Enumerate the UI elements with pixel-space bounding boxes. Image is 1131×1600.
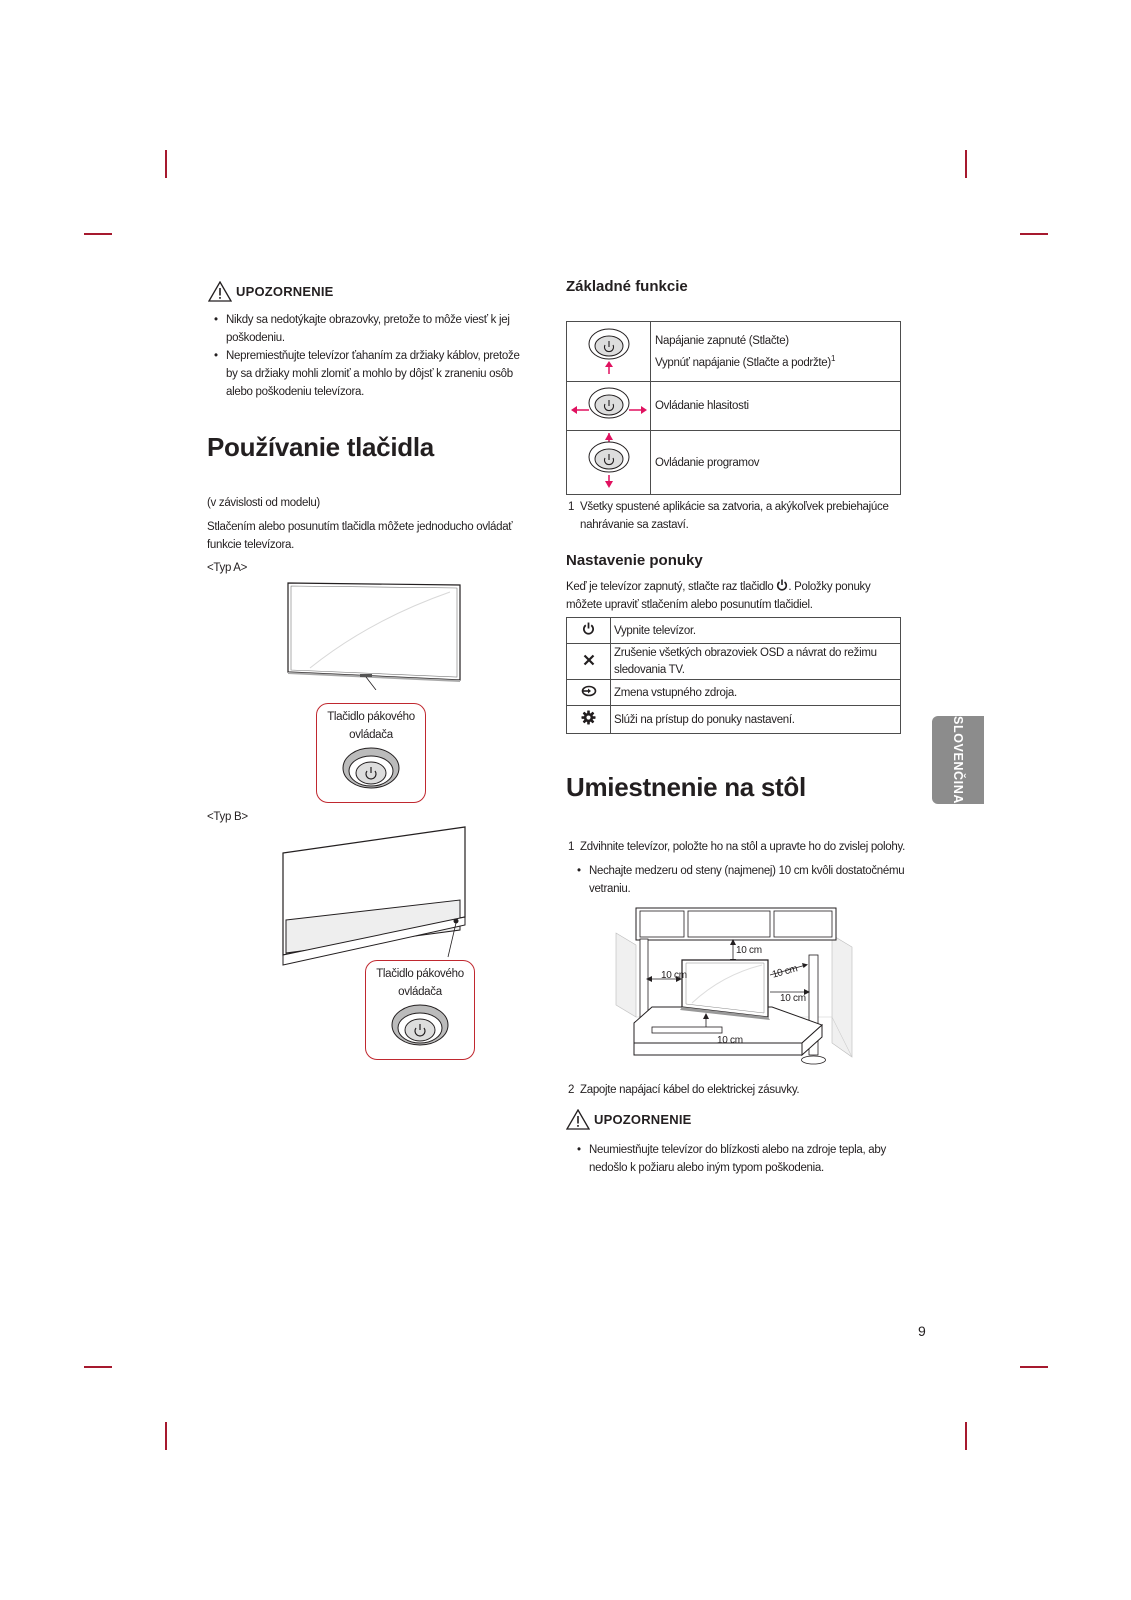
crop-mark	[84, 233, 112, 235]
volume-text: Ovládanie hlasitosti	[651, 382, 901, 431]
menu-table	[566, 617, 901, 734]
menu-text: Zrušenie všetkých obrazoviek OSD a návrat do režimu sledovania TV.	[611, 644, 901, 680]
step-1	[568, 838, 908, 856]
table-row	[567, 644, 901, 680]
type-b-label: <Typ B>	[207, 811, 248, 823]
step-number: 1	[568, 841, 575, 853]
model-note: (v závislosti od modelu)	[207, 497, 320, 509]
joystick-volume-icon	[569, 384, 649, 424]
warning-icon	[566, 1109, 590, 1130]
warning-icon	[208, 281, 232, 302]
language-tab	[932, 716, 984, 804]
close-icon	[583, 654, 595, 666]
table-row	[567, 706, 901, 734]
intro-text: Stlačením alebo posunutím tlačidla môžete jednoducho ovládať funkcie televízora.	[207, 521, 513, 551]
caution-title: UPOZORNENIE	[594, 1112, 692, 1127]
joystick-label: Tlačidlo pákového ovládača	[327, 711, 415, 741]
joystick-label: Tlačidlo pákového ovládača	[376, 968, 464, 998]
menu-text: Zmena vstupného zdroja.	[611, 680, 901, 706]
table-placement-illustration	[612, 905, 857, 1075]
basic-functions-table	[566, 321, 901, 495]
list-item: • Nikdy sa nedotýkajte obrazovky, pretože to môže viesť k jej poškodeniu.	[212, 311, 530, 347]
section-heading: Používanie tlačidla	[207, 432, 434, 462]
page-number: 9	[918, 1323, 926, 1339]
crop-mark	[1020, 1366, 1048, 1368]
joystick-program-icon	[584, 431, 634, 489]
joystick-icon	[341, 746, 401, 792]
power-on-text: Napájanie zapnuté (Stlačte)	[655, 334, 789, 347]
table-icon-cell	[567, 706, 611, 734]
table-row	[567, 680, 901, 706]
crop-mark	[1020, 233, 1048, 235]
table-icon-cell	[567, 644, 611, 680]
list-item: • Nepremiestňujte televízor ťahaním za držiaky káblov, pretože by sa držiaky mohli zlomiť a mohlo by dôjsť k zraneniu osôb alebo poškodeniu televízora.	[212, 347, 530, 401]
footnote-marker: 1	[830, 353, 836, 363]
joystick-icon	[390, 1003, 450, 1049]
table-text-cell	[651, 322, 901, 382]
list-item: • Nechajte medzeru od steny (najmenej) 10 cm kvôli dostatočnému vetraniu.	[575, 862, 905, 898]
joystick-press-icon	[584, 322, 634, 376]
crop-mark	[84, 1366, 112, 1368]
language-tab-label: SLOVENČINA	[951, 716, 965, 804]
joystick-callout-b	[365, 960, 475, 1060]
table-row	[567, 382, 901, 431]
caution-list	[575, 1141, 895, 1177]
dimension-label-bottom: 10 cm	[717, 1035, 743, 1046]
step-text: Zapojte napájací kábel do elektrickej zásuvky.	[580, 1084, 800, 1096]
joystick-callout-a	[316, 703, 426, 803]
table-row	[567, 322, 901, 382]
crop-mark	[165, 150, 167, 178]
dimension-label-top: 10 cm	[736, 945, 762, 956]
crop-mark	[965, 150, 967, 178]
table-row	[567, 431, 901, 495]
footnote-number: 1	[568, 501, 575, 513]
table-icon-cell	[567, 431, 651, 495]
gear-icon	[581, 710, 596, 725]
caution-heading	[208, 281, 334, 302]
dimension-label-left: 10 cm	[661, 970, 687, 981]
dimension-label-right: 10 cm	[780, 993, 806, 1004]
table-icon-cell	[567, 322, 651, 382]
table-icon-cell	[567, 382, 651, 431]
caution-title: UPOZORNENIE	[236, 284, 334, 299]
basic-functions-heading: Základné funkcie	[566, 278, 688, 295]
crop-mark	[165, 1422, 167, 1450]
table-row	[567, 618, 901, 644]
power-icon	[582, 622, 595, 635]
list-item: • Neumiestňujte televízor do blízkosti alebo na zdroje tepla, aby nedošlo k požiaru alebo iným typom poškodenia.	[575, 1141, 895, 1177]
power-off-text: Vypnúť napájanie (Stlačte a podržte)$^1$	[655, 353, 836, 369]
power-icon	[776, 579, 788, 591]
type-a-label: <Typ A>	[207, 562, 248, 574]
footnote	[568, 498, 903, 534]
input-icon	[581, 685, 597, 697]
crop-mark	[965, 1422, 967, 1450]
program-text: Ovládanie programov	[651, 431, 901, 495]
menu-intro: Keď je televízor zapnutý, stlačte raz tlačidlo . Položky ponuky môžete upraviť stlačením alebo posunutím tlačidiel.	[566, 581, 871, 611]
table-icon-cell	[567, 618, 611, 644]
tv-type-b-illustration	[280, 825, 470, 975]
table-icon-cell	[567, 680, 611, 706]
dimension-label-right: 10 cm	[771, 963, 799, 981]
caution-list	[212, 311, 530, 401]
step-text: Zdvihnite televízor, položte ho na stôl a upravte ho do zvislej polohy.	[580, 841, 905, 853]
step-1-bullets	[575, 862, 905, 898]
menu-text: Vypnite televízor.	[611, 618, 901, 644]
tv-type-a-illustration	[280, 580, 465, 690]
menu-settings-heading: Nastavenie ponuky	[566, 552, 703, 569]
step-number: 2	[568, 1084, 575, 1096]
step-2	[568, 1081, 908, 1099]
menu-text: Slúži na prístup do ponuky nastavení.	[611, 706, 901, 734]
section-heading: Umiestnenie na stôl	[566, 772, 806, 802]
footnote-text: Všetky spustené aplikácie sa zatvoria, a akýkoľvek prebiehajúce nahrávanie sa zastaví.	[580, 501, 889, 531]
caution-heading	[566, 1109, 692, 1130]
